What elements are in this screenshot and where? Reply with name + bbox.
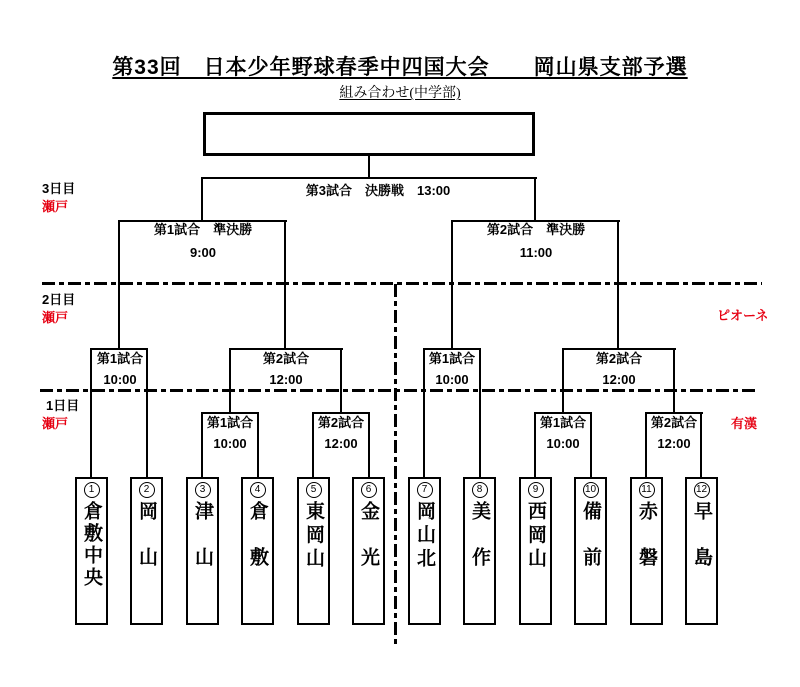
match-time: 10:00	[213, 436, 247, 451]
semifinal-left-title: 第1試合 準決勝	[153, 222, 253, 237]
team-seed-badge: 1	[84, 482, 100, 498]
bracket-line	[534, 412, 592, 414]
connector-line	[312, 412, 314, 477]
team-name: 早島	[691, 501, 712, 593]
team-box-3	[186, 477, 219, 625]
team-seed-badge: 9	[528, 482, 544, 498]
bracket-line	[229, 348, 343, 350]
team-seed-badge: 4	[250, 482, 266, 498]
team-seed-badge: 12	[694, 482, 710, 498]
champion-box	[203, 112, 535, 156]
connector-line	[284, 220, 286, 350]
match-time: 12:00	[269, 372, 303, 387]
day2-right-venue-label: ピオーネ	[717, 308, 769, 323]
team-box-10	[574, 477, 607, 625]
team-name: 東岡山	[303, 501, 324, 572]
team-seed-badge: 3	[195, 482, 211, 498]
connector-line	[257, 412, 259, 477]
connector-line	[340, 348, 342, 414]
match-title: 第1試合	[96, 351, 144, 366]
bracket-line	[562, 348, 676, 350]
team-box-2	[130, 477, 163, 625]
day2-label: 2日目	[42, 292, 76, 307]
team-seed-badge: 6	[361, 482, 377, 498]
team-seed-badge: 2	[139, 482, 155, 498]
connector-line	[368, 412, 370, 477]
match-title: 第2試合	[262, 351, 310, 366]
team-name: 岡山北	[414, 501, 435, 572]
match-title: 第1試合	[539, 415, 587, 430]
semifinal-right-title: 第2試合 準決勝	[486, 222, 586, 237]
match-title: 第2試合	[650, 415, 698, 430]
day1-match2-left-label	[318, 416, 364, 451]
match-time: 10:00	[103, 372, 137, 387]
bracket-line	[645, 412, 703, 414]
connector-line	[479, 348, 481, 477]
connector-line	[146, 348, 148, 477]
connector-line	[201, 412, 203, 477]
page-subtitle: 組み合わせ(中学部)	[339, 86, 461, 101]
team-box-6	[352, 477, 385, 625]
day2-match2-right-label	[596, 352, 642, 387]
team-seed-badge: 10	[583, 482, 599, 498]
match-time: 12:00	[657, 436, 691, 451]
day3-venue-label: 瀬戸	[42, 199, 69, 214]
connector-line	[673, 348, 675, 414]
semifinal-right-label	[487, 223, 585, 260]
day1-match1-left-label	[207, 416, 253, 451]
connector-line	[534, 177, 536, 222]
match-time: 12:00	[602, 372, 636, 387]
connector-line	[229, 348, 231, 414]
connector-line	[423, 348, 425, 477]
final-match-label: 第3試合 決勝戦 13:00	[305, 183, 451, 198]
day2-match1-right-label	[429, 352, 475, 387]
match-time: 10:00	[435, 372, 469, 387]
team-box-4	[241, 477, 274, 625]
semifinal-left-time: 9:00	[189, 245, 217, 260]
bracket-line	[312, 412, 370, 414]
bracket-line	[90, 348, 148, 350]
match-title: 第1試合	[428, 351, 476, 366]
team-box-11	[630, 477, 663, 625]
team-name: 津山	[192, 501, 213, 593]
team-box-1	[75, 477, 108, 625]
day1-match2-right-label	[651, 416, 697, 451]
match-time: 12:00	[324, 436, 358, 451]
semifinal-left-label	[154, 223, 252, 260]
team-name: 西岡山	[525, 501, 546, 572]
connector-line	[590, 412, 592, 477]
connector-line	[562, 348, 564, 414]
day2-match1-left-label	[97, 352, 143, 387]
bracket-line	[423, 348, 481, 350]
page-title: 第33回 日本少年野球春季中四国大会 岡山県支部予選	[112, 56, 688, 79]
semifinal-right-time: 11:00	[519, 245, 553, 260]
team-box-12	[685, 477, 718, 625]
connector-line	[368, 156, 370, 179]
connector-line	[534, 412, 536, 477]
day-boundary-line-day2	[42, 282, 762, 285]
team-name: 倉敷中央	[81, 501, 102, 589]
team-name: 倉敷	[247, 501, 268, 593]
team-seed-badge: 8	[472, 482, 488, 498]
connector-line	[645, 412, 647, 477]
team-name: 備前	[580, 501, 601, 593]
connector-line	[451, 220, 453, 350]
connector-line	[201, 177, 203, 222]
match-title: 第2試合	[317, 415, 365, 430]
day2-venue-label: 瀬戸	[42, 310, 69, 325]
team-seed-badge: 11	[639, 482, 655, 498]
center-divider-line	[394, 284, 397, 645]
team-seed-badge: 7	[417, 482, 433, 498]
day2-match2-left-label	[263, 352, 309, 387]
day1-match1-right-label	[540, 416, 586, 451]
team-name: 赤磐	[636, 501, 657, 593]
match-title: 第2試合	[595, 351, 643, 366]
day1-right-venue-label: 有漢	[731, 416, 758, 431]
connector-line	[90, 348, 92, 477]
team-name: 岡山	[136, 501, 157, 593]
team-name: 美作	[469, 501, 490, 593]
bracket-line	[201, 412, 259, 414]
day1-venue-label: 瀬戸	[42, 416, 69, 431]
match-time: 10:00	[546, 436, 580, 451]
team-box-9	[519, 477, 552, 625]
connector-line	[617, 220, 619, 350]
team-box-5	[297, 477, 330, 625]
team-name: 金光	[358, 501, 379, 593]
connector-line	[118, 220, 120, 350]
team-box-8	[463, 477, 496, 625]
team-seed-badge: 5	[306, 482, 322, 498]
connector-line	[700, 412, 702, 477]
day3-label: 3日目	[42, 181, 76, 196]
bracket-line	[201, 177, 537, 179]
team-box-7	[408, 477, 441, 625]
day1-label: 1日目	[46, 398, 80, 413]
day-boundary-line-day1	[40, 389, 757, 392]
match-title: 第1試合	[206, 415, 254, 430]
